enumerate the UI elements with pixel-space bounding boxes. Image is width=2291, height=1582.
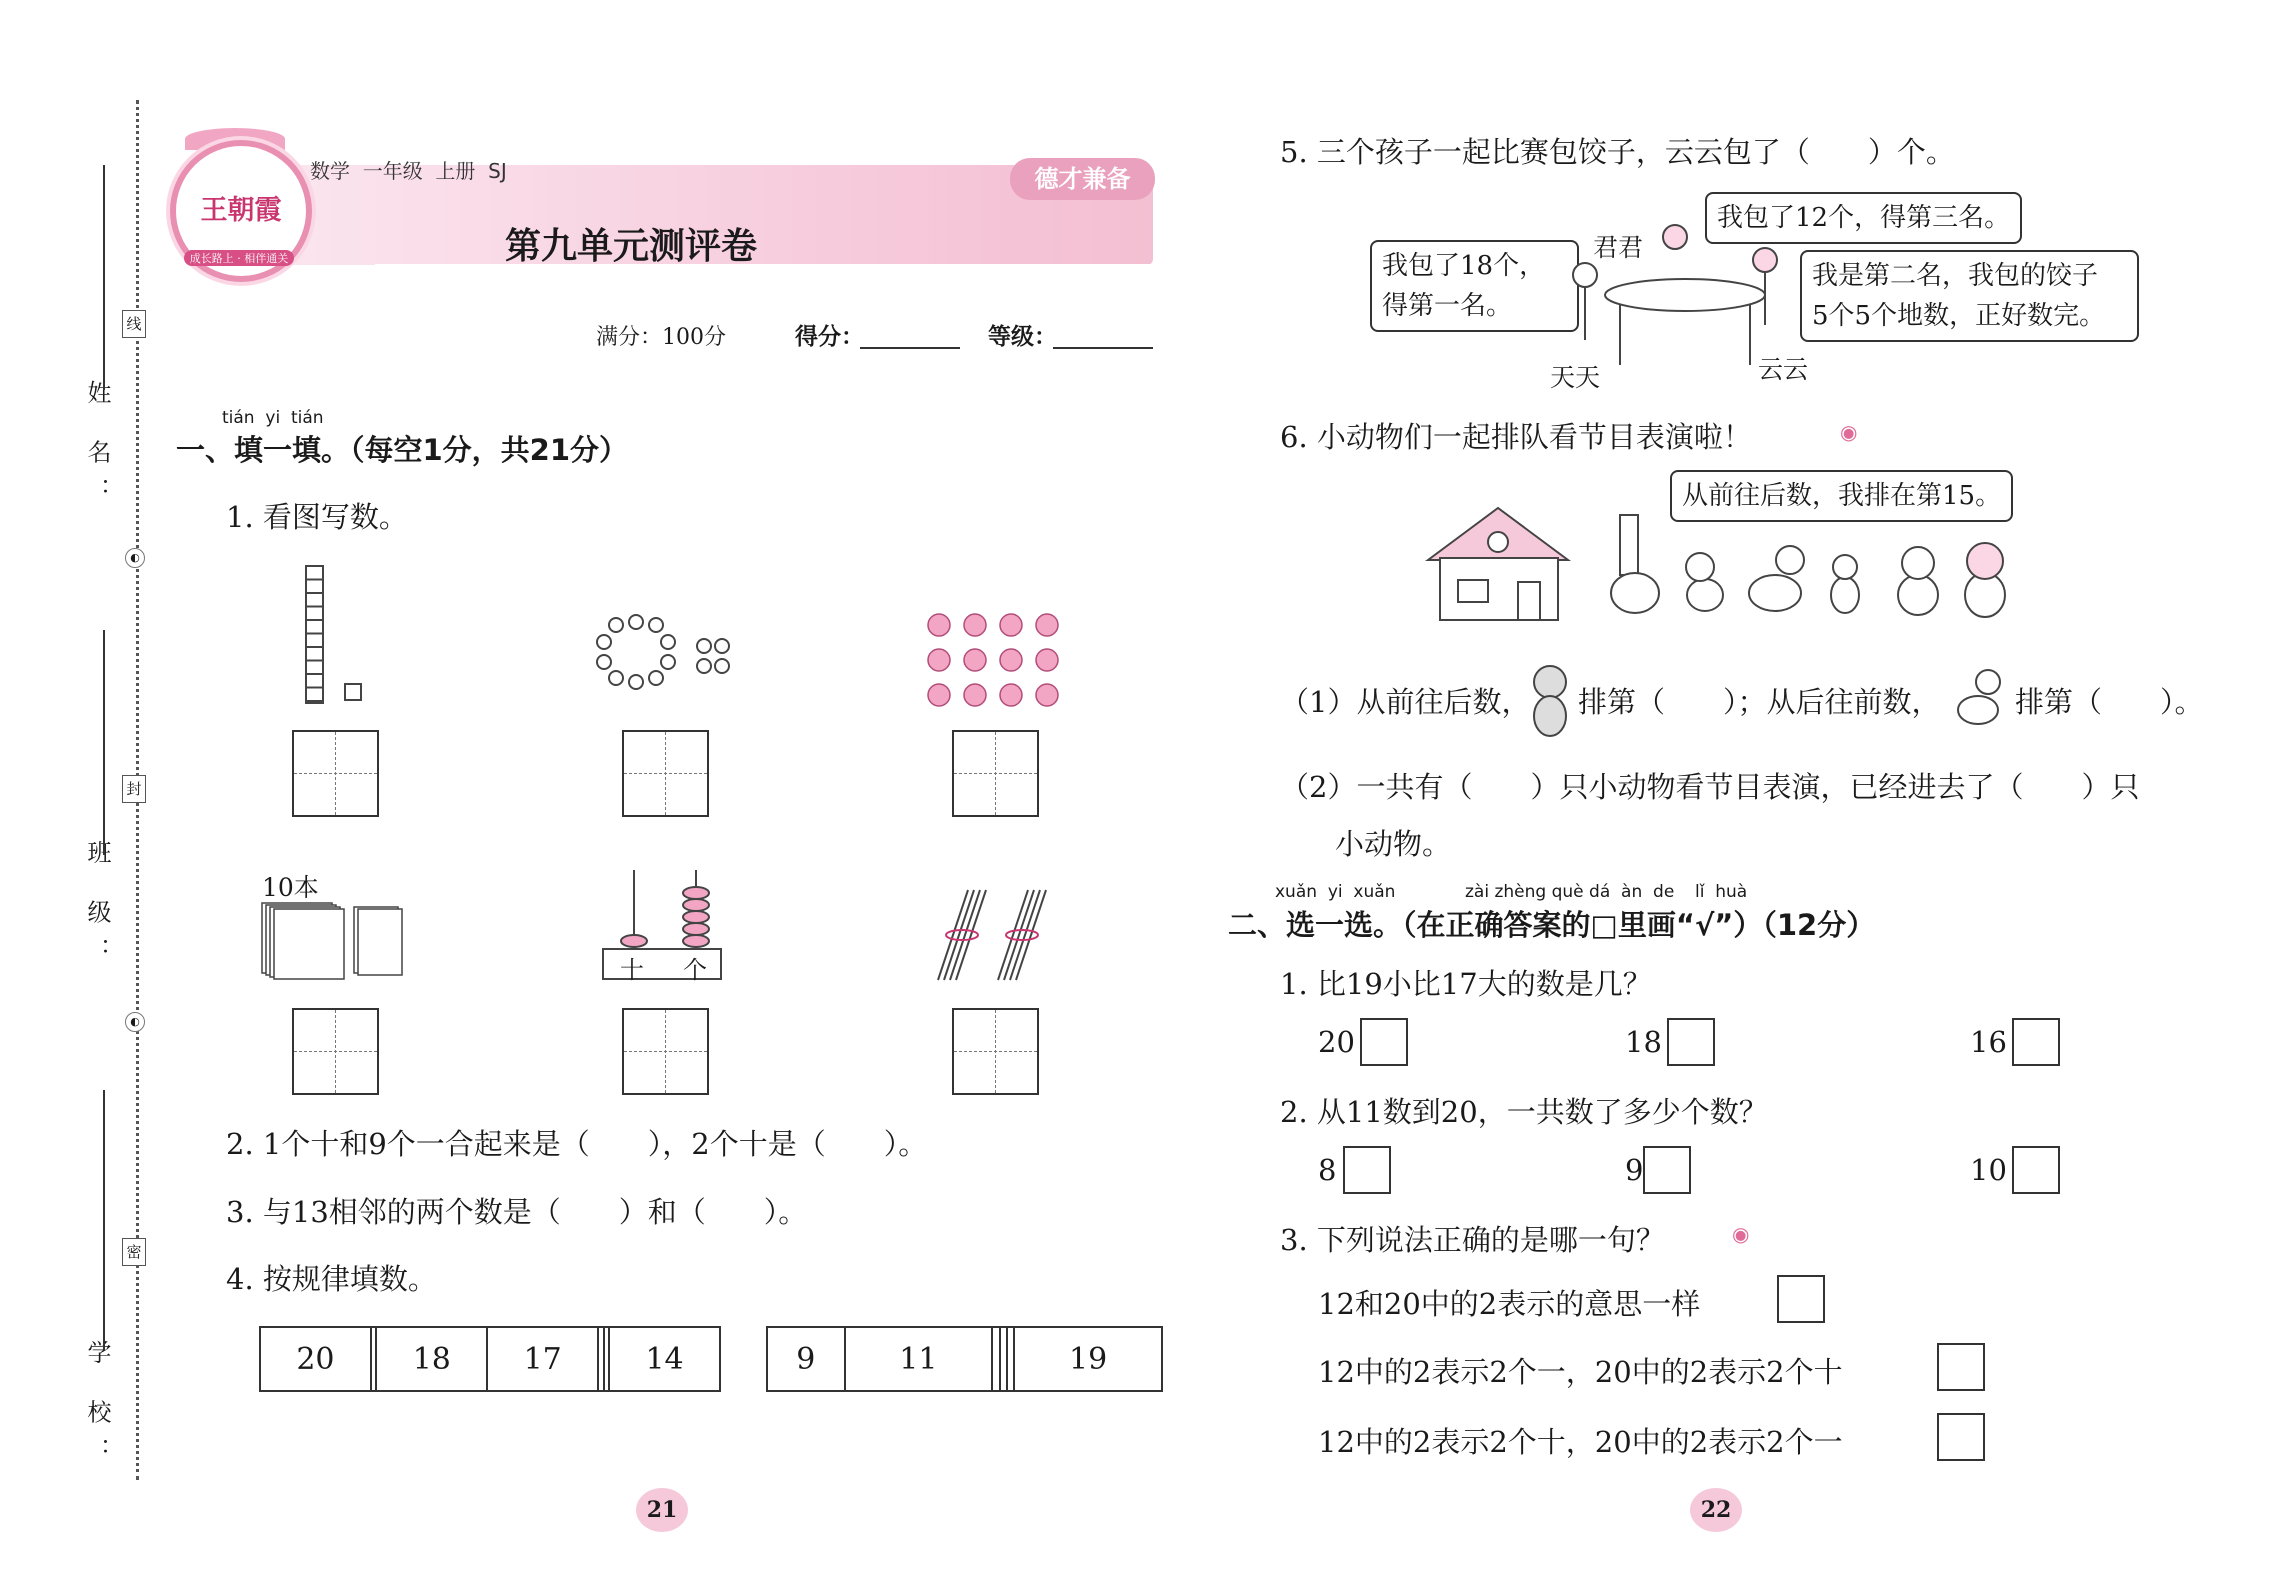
children-table-illustration (1565, 215, 1790, 375)
section2-pinyin: xuǎn yi xuǎn (1275, 882, 1396, 902)
brand-logo (170, 140, 312, 282)
question-2: 2. 1个十和9个一合起来是（ ），2个十是（ ）。 (226, 1127, 928, 1161)
question-6-1b: 排第（ ）；从后往前数， (1578, 685, 1941, 719)
speech-bubble: 我包了12个，得第三名。 (1705, 192, 2022, 244)
answer-box[interactable] (292, 1008, 379, 1095)
bear-icon (1525, 660, 1575, 740)
option-label: 10 (1970, 1153, 2007, 1187)
sequence-cell[interactable] (992, 1327, 999, 1391)
speech-bubble: 从前往后数，我排在第15。 (1670, 470, 2013, 522)
question-6-2b: 小动物。 (1335, 827, 1452, 861)
seal-mark-seal: 封 (122, 775, 146, 803)
answer-checkbox[interactable] (1343, 1146, 1391, 1194)
unit-cube-icon (344, 683, 362, 701)
section2-heading: 二、选一选。（在正确答案的□里画“√”）（12分） (1228, 908, 1876, 942)
question-3: 3. 与13相邻的两个数是（ ）和（ ）。 (226, 1195, 808, 1229)
answer-checkbox[interactable] (2012, 1146, 2060, 1194)
full-score: 满分：100分 (596, 325, 726, 350)
sequence-cell: 17 (487, 1327, 598, 1391)
circles-ring-icon (596, 610, 736, 710)
option-label: 12中的2表示2个十，20中的2表示2个一 (1318, 1425, 1843, 1459)
abacus-ones-label: 个 (683, 956, 707, 984)
answer-box[interactable] (622, 730, 709, 817)
sequence-cell: 11 (845, 1327, 993, 1391)
option-label: 16 (1970, 1025, 2007, 1059)
s2-question-3: 3. 下列说法正确的是哪一句？ (1280, 1223, 1665, 1257)
house-icon (1418, 500, 1578, 625)
seal-mark-line: 线 (122, 310, 146, 338)
hint-pin-icon: ◉ (1840, 420, 1858, 444)
option-label: 12和20中的2表示的意思一样 (1318, 1287, 1701, 1321)
grade-label: 等级： (988, 324, 1057, 350)
option-label: 9 (1625, 1153, 1644, 1187)
s2-question-1: 1. 比19小比17大的数是几？ (1280, 967, 1652, 1001)
bubble-line: 我包了18个， (1382, 251, 1546, 281)
section2-pinyin: zài zhèng què dá àn de (1465, 882, 1675, 902)
child-name: 云云 (1758, 355, 1809, 384)
question-1: 1. 看图写数。 (226, 500, 408, 534)
sequence-table-2 (766, 1326, 1163, 1392)
binding-hole-icon: ◐ (125, 548, 145, 568)
section1-heading: 一、填一填。（每空1分，共21分） (176, 433, 629, 467)
child-name: 君君 (1593, 233, 1644, 262)
book-label: 10本 (262, 873, 319, 902)
answer-checkbox[interactable] (1667, 1018, 1715, 1066)
school-line[interactable] (103, 1090, 105, 1350)
option-label: 8 (1318, 1153, 1337, 1187)
name-label: 姓 名： (83, 380, 111, 516)
sequence-cell[interactable] (1000, 1327, 1007, 1391)
seal-mark-secret: 密 (122, 1238, 146, 1266)
speech-bubble (1800, 250, 2139, 342)
answer-checkbox[interactable] (1937, 1413, 1985, 1461)
bubble-line: 得第一名。 (1382, 291, 1513, 321)
section2-pinyin: lǐ huà (1695, 882, 1748, 902)
answer-box[interactable] (952, 1008, 1039, 1095)
score-label: 得分： (795, 324, 864, 350)
question-5: 5. 三个孩子一起比赛包饺子，云云包了（ ）个。 (1280, 135, 1955, 169)
pink-dots-icon (925, 610, 1065, 715)
answer-checkbox[interactable] (1937, 1343, 1985, 1391)
speech-bubble (1370, 240, 1579, 332)
class-line[interactable] (103, 630, 105, 855)
option-label: 20 (1318, 1025, 1355, 1059)
question-6-1c: 排第（ ）。 (2015, 685, 2204, 719)
answer-checkbox[interactable] (1777, 1275, 1825, 1323)
books-icon (254, 895, 414, 985)
ten-rod-icon (305, 565, 324, 704)
option-label: 12中的2表示2个一，20中的2表示2个十 (1318, 1355, 1843, 1389)
answer-checkbox[interactable] (2012, 1018, 2060, 1066)
series-tag: 德才兼备 (1010, 158, 1155, 200)
class-label: 班 级： (83, 840, 111, 976)
sequence-cell: 19 (1014, 1327, 1162, 1391)
sequence-table-1 (259, 1326, 721, 1392)
school-label: 学 校： (83, 1340, 111, 1476)
stick-bundles-icon (928, 885, 1063, 985)
sequence-cell[interactable] (1007, 1327, 1014, 1391)
question-6-2a: （2）一共有（ ）只小动物看节目表演，已经进去了（ ）只 (1280, 770, 2140, 804)
answer-checkbox[interactable] (1360, 1018, 1408, 1066)
name-line[interactable] (103, 165, 105, 390)
hint-pin-icon: ◉ (1732, 1222, 1750, 1246)
answer-box[interactable] (952, 730, 1039, 817)
bubble-line: 5个5个地数，正好数完。 (1812, 301, 2106, 331)
option-label: 18 (1625, 1025, 1662, 1059)
animals-queue-illustration (1600, 505, 2020, 630)
abacus-tens-label: 十 (620, 956, 644, 984)
answer-box[interactable] (622, 1008, 709, 1095)
page-number: 22 (1690, 1488, 1742, 1532)
brand-name: 王朝霞 (200, 195, 282, 226)
answer-box[interactable] (292, 730, 379, 817)
question-6: 6. 小动物们一起排队看节目表演啦！ (1280, 420, 1752, 454)
horse-icon (1950, 660, 2005, 740)
sequence-cell: 18 (376, 1327, 487, 1391)
sequence-cell: 9 (767, 1327, 845, 1391)
score-field[interactable] (860, 347, 960, 349)
title-underline (375, 264, 1165, 267)
grade-field[interactable] (1053, 347, 1153, 349)
question-4: 4. 按规律填数。 (226, 1262, 437, 1296)
binding-hole-icon: ◐ (125, 1012, 145, 1032)
answer-checkbox[interactable] (1643, 1146, 1691, 1194)
sequence-cell: 14 (609, 1327, 720, 1391)
page-title: 第九单元测评卷 (505, 226, 758, 267)
s2-question-2: 2. 从11数到20，一共数了多少个数？ (1280, 1095, 1768, 1129)
page-number: 21 (636, 1488, 688, 1532)
bubble-line: 我是第二名，我包的饺子 (1812, 261, 2099, 291)
section1-pinyin: tián yi tián (222, 408, 324, 428)
question-6-1a: （1）从前往后数， (1280, 685, 1531, 719)
brand-slogan: 成长路上 · 相伴通关 (184, 250, 294, 266)
subject-line: 数学 一年级 上册 SJ (310, 159, 507, 183)
sequence-cell: 20 (260, 1327, 371, 1391)
child-name: 天天 (1550, 363, 1601, 392)
